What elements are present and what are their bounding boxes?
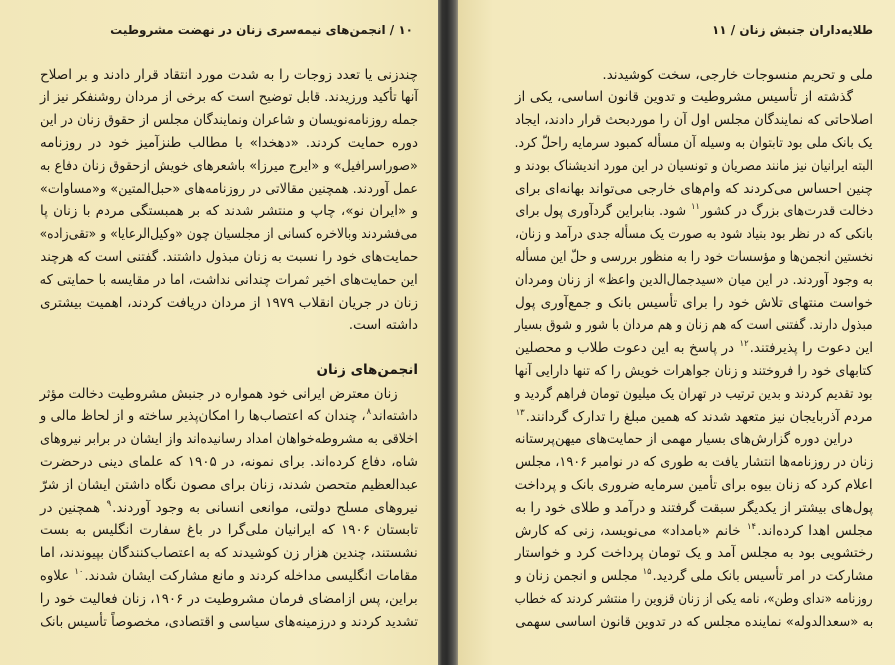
line-text: ملی و تحریم منسوجات خارجی، سخت کوشیدند.: [602, 66, 873, 83]
text-line: [515, 565, 873, 588]
text-line: [40, 86, 418, 109]
line-text: می‌فشردند وبالاخره کسانی از مجلسیان چون «وکیل‌الرعایا» و «تقی‌زاده»: [40, 226, 418, 243]
text-line: [40, 200, 418, 223]
line-text: پول‌های بیشتر از یکدیگر سبقت گرفتند و درآمد و طلای خود را به: [515, 499, 873, 516]
text-line: [40, 565, 418, 588]
text-column: [515, 64, 873, 634]
text-line: [515, 109, 873, 132]
line-text: مقامات انگلیسی مداخله کردند و مانع مشارکت ایشان شدند.$^{۱۰}$ علاوه: [40, 566, 418, 584]
text-line: [515, 246, 873, 269]
line-text: رختشویی بود به مجلس آمد و یک تومان پرداخت کرد و خواستار: [515, 545, 873, 562]
line-text: نیروهای مسلح دولتی، موانعی انسانی به وجود آوردند.$^۹$ همچنین در: [40, 498, 418, 516]
line-text: داشته‌اند$^۸$، چندان که اعتصاب‌ها را امکان‌پذیر ساخته و از لحاظ مالی و: [40, 407, 418, 425]
text-line: [40, 314, 418, 337]
text-line: [40, 109, 418, 132]
footnote-ref: ۱۰: [74, 566, 84, 577]
text-line: [515, 86, 873, 109]
line-text: مبذول دارند. گفتنی است که هم زنان و هم مردان با شور و شوق بسیار: [515, 317, 873, 334]
text-line: [40, 132, 418, 155]
line-text: یک بانک ملی بود تابتوان به وسیله آن مسأله کمبود سرمایه راحلّ کرد.: [515, 134, 873, 151]
line-text: به وجود آوردند. در این میان «سیدجمال‌الدین واعظ» از زنان ومردان: [515, 271, 873, 288]
line-text: براین، پس ازامضای فرمان مشروطیت در ۱۹۰۶، زنان فعالیت خود را: [40, 590, 418, 607]
text-line: [515, 451, 873, 474]
line-text: به «سعدالدوله» نماینده مجلس که در تدوین قانون اساسی سهمی: [515, 613, 873, 630]
text-line: [515, 223, 873, 246]
line-text: گذشته از تأسیس مشروطیت و تدوین قانون اساسی، یکی از: [515, 89, 853, 106]
text-line: [515, 588, 873, 611]
footnote-ref: ۱۴: [746, 521, 757, 532]
line-text: نشستند، چندین هزار زن کوشیدند که به اعتصاب‌کنندگان بپیوندند، اما: [40, 545, 418, 562]
text-line: [40, 383, 418, 406]
text-line: [515, 269, 873, 292]
line-text: عبدالعظیم متحصن شدند، زنان برای مصون نگاه داشتن ایشان از شرّ: [40, 476, 418, 493]
right-page: [458, 0, 895, 665]
line-text: تابستان ۱۹۰۶ که ایرانیان ملی‌گرا در باغ سفارت انگلیس به بست: [40, 522, 418, 539]
paragraph: [40, 64, 418, 338]
line-text: و «ایران نو»، چاپ و منتشر شدند که بر همبستگی مردم با زنان پا: [40, 203, 418, 220]
text-line: [40, 519, 418, 542]
line-text: اصلاحاتی که نمایندگان مجلس اول آن را موردبحث قرار دادند، ایجاد: [515, 112, 873, 129]
text-line: [515, 611, 873, 634]
text-line: [515, 497, 873, 520]
book-gutter: [438, 0, 458, 665]
line-text: زنان در جریان انقلاب ۱۹۷۹ از مردان دریافت کردند، اهمیت بیشتری: [40, 294, 418, 311]
text-line: [40, 451, 418, 474]
text-line: [515, 155, 873, 178]
line-text: دراین دوره گزارش‌های بسیار مهمی از حمایت‌های میهن‌پرستانه: [515, 431, 853, 448]
line-text: دخالت قدرت‌های بزرگ در کشور$^{۱۱}$ شود. بنابراین گردآوری پول برای: [515, 202, 873, 220]
text-line: [515, 406, 873, 429]
line-text: آنها تأکید ورزیدند. قابل توضیح است که برخی از مردان روشنفکر نیز از: [40, 89, 418, 106]
left-page: [0, 0, 438, 665]
text-line: [40, 588, 418, 611]
line-text: زنان در روزنامه‌ها انتشار یافت به طوری که در نوامبر ۱۹۰۶، مجلس: [515, 454, 873, 471]
paragraph: [40, 383, 418, 634]
line-text: البته ایرانیان نیز مانند مصریان و تونسیان در این مورد اندیشناک بودند و: [515, 157, 873, 174]
line-text: عمل آوردند. همچنین مقالاتی در روزنامه‌های «حبل‌المتین» و«مساوات»: [40, 180, 418, 197]
line-text: خواست منتهای تلاش خود را برای تأسیس بانک و جمع‌آوری پول: [515, 294, 873, 311]
text-line: [515, 542, 873, 565]
text-line: [515, 64, 873, 87]
line-text: زنان معترض ایرانی خود همواره در جنبش مشروطیت دخالت مؤثر: [40, 385, 398, 402]
line-text: مجلس اهدا کرده‌اند.$^{۱۴}$ خانم «بامداد» می‌نویسد، زنی که کارش: [514, 521, 873, 539]
line-text: این دعوت را پذیرفتند.$^{۱۲}$ در پاسخ به این دعوت طلاب و محصلین: [515, 339, 873, 357]
text-line: [40, 405, 418, 428]
text-line: [40, 542, 418, 565]
text-line: [40, 292, 418, 315]
text-line: [40, 474, 418, 497]
text-line: [515, 292, 873, 315]
text-line: [515, 360, 873, 383]
text-line: [515, 314, 873, 337]
line-text: بانکی که در نظر بود بنیاد شود به صورت یک مسأله جدی درآمد و زنان،: [515, 226, 873, 243]
line-text: داشته است.: [348, 317, 418, 334]
line-text: کتابهای خود را فروختند و زنان جواهرات خویش را که تنها دارایی آنها: [515, 362, 873, 379]
footnote-ref: ۱۵: [642, 567, 652, 578]
line-text: جمله روزنامه‌نویسان و شاعران ونمایندگان مجلس از حقوق زنان در این: [40, 112, 418, 129]
text-line: [40, 178, 418, 201]
text-line: [40, 428, 418, 451]
line-text: حمایت‌های خود را نسبت به زنان مبذول داشتند. گفتنی است که هرچند: [40, 248, 418, 265]
line-text: تشدید کردند و درزمینه‌های سیاسی و اقتصادی، مخصوصاً تأسیس بانک: [40, 613, 418, 630]
line-text: دوره حمایت کردند. «دهخدا» با مطالب طنزآمیز خود در روزنامه: [40, 134, 418, 151]
line-text: بود تقدیم کردند و بدین ترتیب در تهران یک میلیون تومان فراهم گردید و: [515, 385, 873, 402]
line-text: «صوراسرافیل» و «ایرج میرزا» باشعرهای خویش ازحقوق زنان دفاع به: [40, 157, 418, 174]
line-text: روزنامه «ندای وطن»، نامه یکی از زنان قزوین را منتشر کردند که خطاب: [515, 590, 873, 607]
footnote-ref: ۹: [106, 498, 112, 509]
text-line: [40, 155, 418, 178]
line-text: چنین احساس می‌کردند که وام‌های خارجی می‌تواند بهانه‌ای برای: [515, 180, 873, 197]
line-text: مردم آذربایجان نیز متعهد شدند که همین مبلغ را تدارک گردانند.$^{۱۳}$: [515, 407, 873, 425]
line-text: اعلام کرد که زنان بیوه برای تأمین سرمایه ضروری بانک و پرداخت: [515, 476, 873, 493]
text-line: [515, 474, 873, 497]
text-line: [515, 383, 873, 406]
text-line: [515, 132, 873, 155]
line-text: نخستین انجمن‌ها و مؤسسات خود را به منظور بررسی و حلّ این مسأله: [515, 248, 873, 265]
line-text: چندزنی یا تعدد زوجات را به شدت مورد انتقاد قرار دادند و بر اصلاح: [40, 66, 418, 83]
text-line: [515, 200, 873, 223]
text-line: [40, 246, 418, 269]
text-line: [40, 223, 418, 246]
text-line: [40, 611, 418, 634]
text-line: [40, 64, 418, 87]
line-text: شاه، دفاع کرده‌اند. برای نمونه، در ۱۹۰۵ که علمای دینی درحضرت: [40, 453, 418, 470]
running-header: طلایه‌داران جنبش زنان / ۱۱: [711, 23, 873, 37]
line-text: این حمایت‌های اخیر ثمرات چندانی نداشت، اما در مقایسه با حمایتی که: [40, 271, 418, 288]
footnote-ref: ۱۳: [515, 407, 526, 418]
line-text: اخلاقی به مشروطه‌خواهان امداد رسانیده‌اند واز ایشان در برابر نیروهای: [40, 431, 418, 448]
text-line: [515, 178, 873, 201]
text-line: [40, 497, 418, 520]
text-line: [515, 428, 873, 451]
text-line: [515, 337, 873, 360]
footnote-ref: ۱۲: [739, 339, 749, 350]
running-header: ۱۰ / انجمن‌های نیمه‌سری زنان در نهضت مشروطیت: [110, 23, 413, 37]
footnote-ref: ۸: [366, 407, 372, 418]
text-line: [40, 269, 418, 292]
footnote-ref: ۱۱: [690, 202, 700, 213]
section-heading: انجمن‌های زنان: [316, 362, 418, 378]
line-text: مشارکت در امر تأسیس بانک ملی گردید.$^{۱۵}$ مجلس و انجمن زنان و: [515, 567, 873, 585]
text-line: [515, 520, 873, 543]
